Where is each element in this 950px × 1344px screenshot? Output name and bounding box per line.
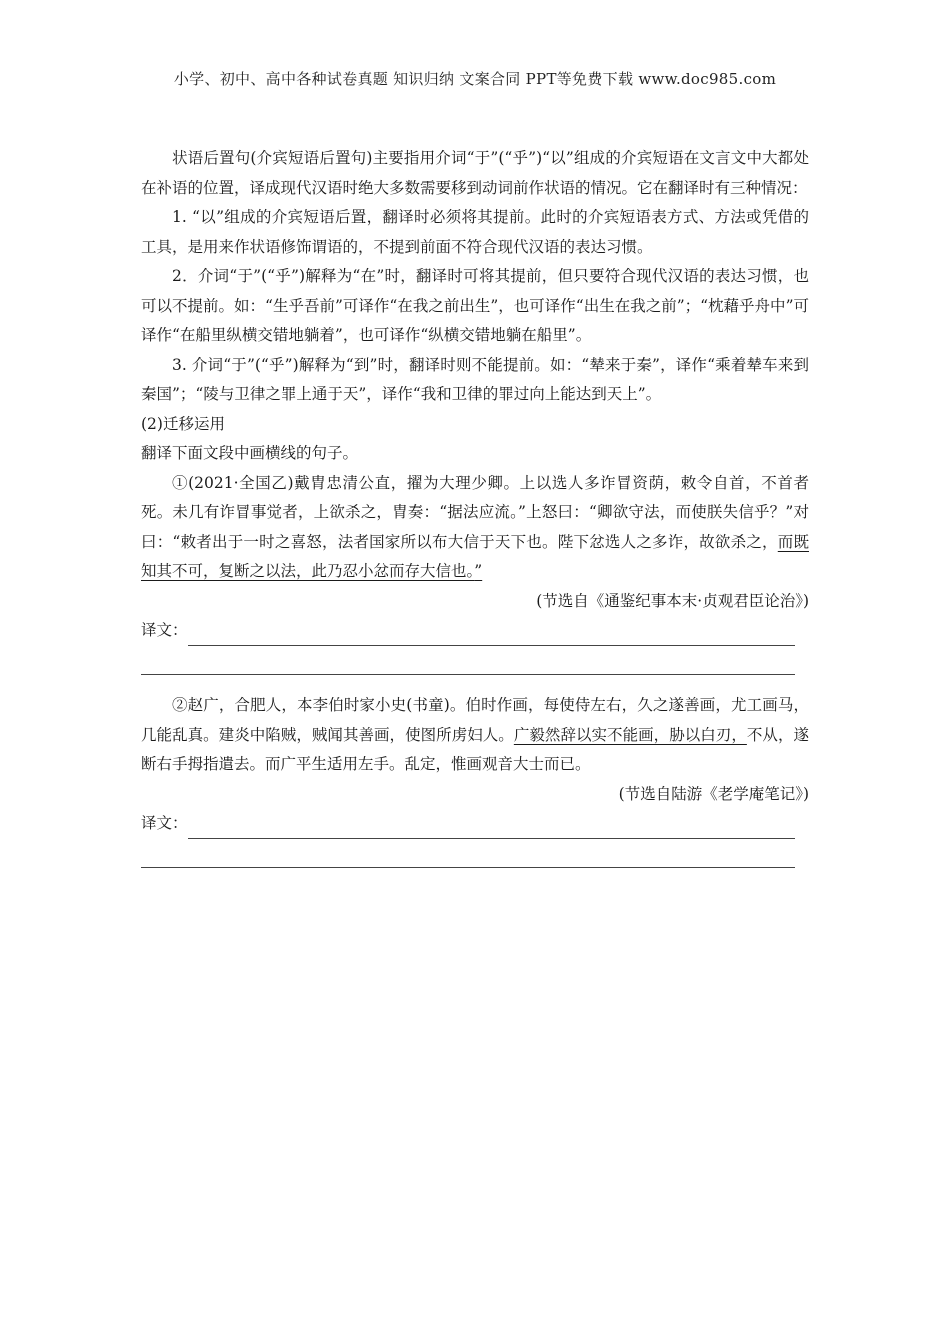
translation-2 [141, 809, 809, 839]
translation-1-line[interactable] [188, 627, 795, 646]
passage-2-underlined: 广毅然辞以实不能画，胁以白刃， [513, 725, 747, 744]
case-2: 2．介词“于”(“乎”)解释为“在”时，翻译时可将其提前，但只要符合现代汉语的表达习惯，也可以不提前。如：“生乎吾前”可译作“在我之前出生”，也可译作“出生在我之前”；“枕藉乎舟中”可译作“在船里纵横交错地躺着”，也可译作“纵横交错地躺在船里”。 [141, 267, 809, 344]
case-1: 1. “以”组成的介宾短语后置，翻译时必须将其提前。此时的介宾短语表方式、方法或凭借的工具，是用来作状语修饰谓语的，不提到前面不符合现代汉语的表达习惯。 [141, 208, 809, 256]
section-title: (2)迁移运用 [141, 414, 225, 433]
passage-1-source: (节选自《通鉴纪事本末·贞观君臣论治》) [536, 591, 809, 610]
case-3: 3. 介词“于”(“乎”)解释为“到”时，翻译时则不能提前。如：“辇来于秦”，译作“乘着辇车来到秦国”；“陵与卫律之罪上通于天”，译作“我和卫律的罪过向上能达到天上”。 [141, 355, 809, 403]
translation-1 [141, 616, 809, 646]
passage-2-text: ②赵广，合肥人，本李伯时家小史(书童)。伯时作画，每使侍左右，久之遂善画，尤工画马，几能乱真。建炎中陷贼，贼闻其善画，使图所虏妇人。 [141, 696, 809, 744]
translation-1-line-2[interactable] [141, 646, 809, 676]
passage-1 [141, 469, 809, 587]
passage-1-underlined: 而既知其不可，复断之以法，此乃忍小忿而存大信也。 [141, 532, 809, 580]
instruction: 翻译下面文段中画横线的句子。 [141, 444, 359, 462]
intro-paragraph: 状语后置句(介宾短语后置句)主要指用介词“于”(“乎”)“以”组成的介宾短语在文言文中大都处在补语的位置，译成现代汉语时绝大多数需要移到动词前作状语的情况。它在翻译时有三种情况： [141, 149, 809, 197]
translation-2-label: 译文： [141, 814, 188, 832]
passage-2-source: (节选自陆游《老学庵笔记》) [618, 784, 809, 803]
document-body [141, 144, 809, 868]
passage-2 [141, 691, 809, 780]
passage-1-text: ①(2021·全国乙)戴胄忠清公直，擢为大理少卿。上以选人多诈冒资荫，敕令自首，不首者死。未几有诈冒事觉者，上欲杀之，胄奏：“据法应流。”上怒曰：“卿欲守法，而使朕失信乎？”对曰：“敕者出于一时之喜怒，法者国家所以布大信于天下也。陛下忿选人之多诈，故欲杀之， [141, 473, 809, 551]
page-header: 小学、初中、高中各种试卷真题 知识归纳 文案合同 PPT等免费下载 www.doc985.com [173, 70, 777, 88]
translation-1-label: 译文： [141, 621, 188, 639]
passage-1-tail: ” [474, 562, 483, 580]
translation-2-line[interactable] [188, 820, 795, 839]
passage-2-tail: 不从，遂断右手拇指遣去。而广平生适用左手。乱定，惟画观音大士而已。 [141, 725, 809, 773]
translation-2-line-2[interactable] [141, 839, 809, 869]
